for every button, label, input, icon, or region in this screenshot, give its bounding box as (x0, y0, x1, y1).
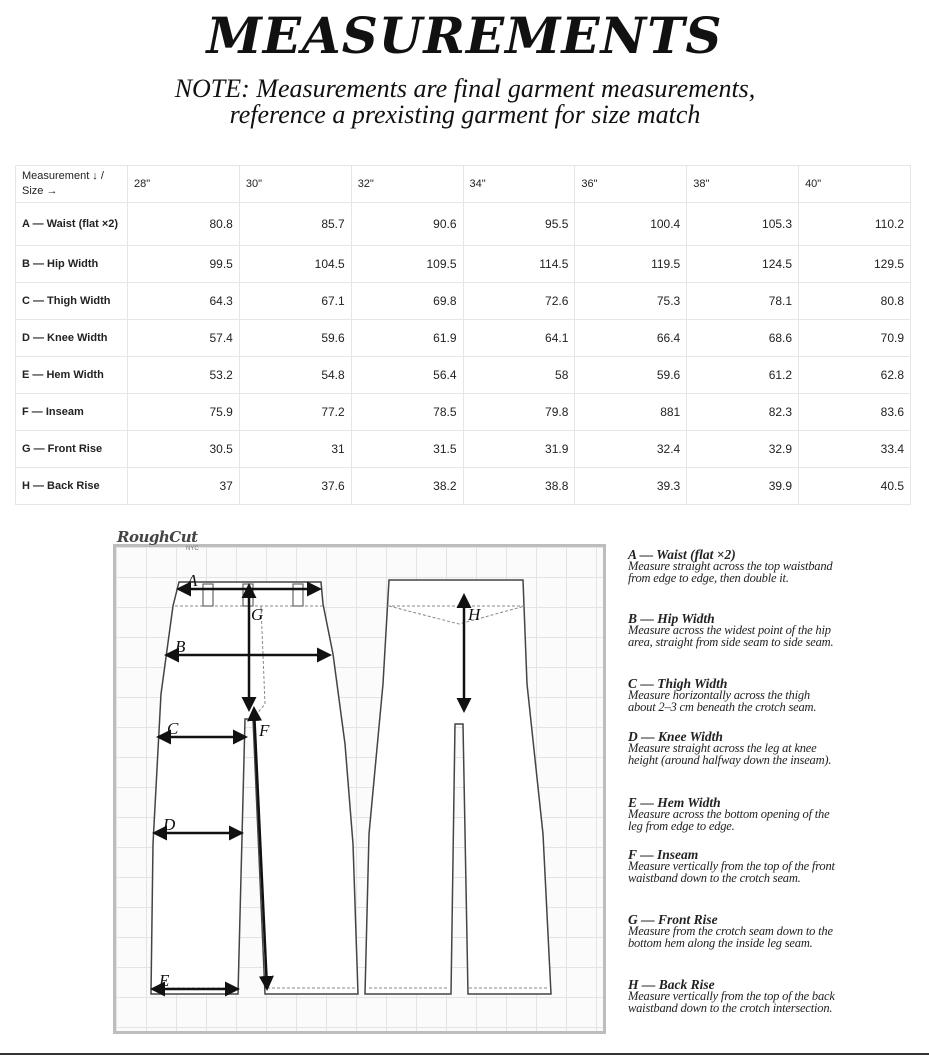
pants-diagram (113, 544, 606, 1034)
table-corner-label: Measurement ↓ / Size → (16, 166, 128, 203)
legend-item (628, 612, 838, 648)
legend-text: Measure straight across the top waistband from edge to edge, then double it. (628, 559, 833, 585)
legend-heading: G — Front Rise (628, 912, 718, 927)
table-cell: 119.5 (575, 246, 687, 283)
table-cell: 80.8 (128, 203, 240, 246)
row-label: A — Waist (flat ×2) (16, 203, 128, 246)
table-cell: 54.8 (239, 357, 351, 394)
table-cell: 69.8 (351, 283, 463, 320)
legend-heading: D — Knee Width (628, 729, 723, 744)
legend-heading: E — Hem Width (628, 795, 721, 810)
table-cell: 32.4 (575, 431, 687, 468)
size-header: 34" (463, 166, 575, 203)
table-cell: 105.3 (687, 203, 799, 246)
size-header: 40" (799, 166, 911, 203)
table-row (16, 357, 911, 394)
table-cell: 40.5 (799, 468, 911, 505)
legend-item (628, 848, 838, 884)
table-cell: 72.6 (463, 283, 575, 320)
size-header: 32" (351, 166, 463, 203)
label-b: B (175, 637, 186, 656)
legend-item (628, 730, 838, 766)
table-cell: 104.5 (239, 246, 351, 283)
legend-item (628, 796, 838, 832)
legend-text: Measure straight across the leg at knee height (around halfway down the inseam). (628, 741, 832, 767)
legend-text: Measure across the widest point of the hip area, straight from side seam to side seam. (628, 623, 834, 649)
table-cell: 37 (128, 468, 240, 505)
table-cell: 53.2 (128, 357, 240, 394)
measurement-table (15, 165, 911, 505)
table-cell: 110.2 (799, 203, 911, 246)
table-cell: 90.6 (351, 203, 463, 246)
table-cell: 80.8 (799, 283, 911, 320)
table-row (16, 468, 911, 505)
measurement-note: NOTE: Measurements are final garment measurements, reference a prexisting garment for size match (174, 74, 756, 129)
table-cell: 82.3 (687, 394, 799, 431)
table-cell: 30.5 (128, 431, 240, 468)
size-header: 30" (239, 166, 351, 203)
table-cell: 109.5 (351, 246, 463, 283)
table-cell: 83.6 (799, 394, 911, 431)
label-d: D (163, 815, 176, 834)
table-row (16, 394, 911, 431)
page-title: MEASUREMENTS (206, 6, 723, 65)
legend-item (628, 978, 838, 1014)
label-g: G (251, 605, 264, 624)
label-f: F (259, 721, 270, 740)
legend-item (628, 548, 838, 584)
legend-heading: B — Hip Width (628, 611, 715, 626)
legend-heading: A — Waist (flat ×2) (628, 547, 736, 562)
bottom-divider (0, 1053, 929, 1055)
row-label: H — Back Rise (16, 468, 128, 505)
table-cell: 85.7 (239, 203, 351, 246)
table-cell: 32.9 (687, 431, 799, 468)
table-cell: 64.3 (128, 283, 240, 320)
table-cell: 100.4 (575, 203, 687, 246)
legend-text: Measure across the bottom opening of the leg from edge to edge. (628, 807, 830, 833)
table-cell: 75.9 (128, 394, 240, 431)
table-cell: 59.6 (575, 357, 687, 394)
table-cell: 78.5 (351, 394, 463, 431)
row-label: C — Thigh Width (16, 283, 128, 320)
table-cell: 37.6 (239, 468, 351, 505)
row-label: B — Hip Width (16, 246, 128, 283)
label-a: A (187, 571, 198, 590)
size-header: 28" (128, 166, 240, 203)
back-pants-outline (365, 580, 551, 994)
table-cell: 77.2 (239, 394, 351, 431)
label-e: E (159, 971, 170, 990)
table-cell: 67.1 (239, 283, 351, 320)
table-cell: 39.9 (687, 468, 799, 505)
table-cell: 95.5 (463, 203, 575, 246)
table-cell: 70.9 (799, 320, 911, 357)
label-h: H (468, 605, 481, 624)
table-cell: 114.5 (463, 246, 575, 283)
table-cell: 78.1 (687, 283, 799, 320)
size-header: 36" (575, 166, 687, 203)
table-cell: 31 (239, 431, 351, 468)
table-cell: 59.6 (239, 320, 351, 357)
table-row (16, 203, 911, 246)
table-cell: 79.8 (463, 394, 575, 431)
table-cell: 75.3 (575, 283, 687, 320)
table-cell: 64.1 (463, 320, 575, 357)
table-cell: 99.5 (128, 246, 240, 283)
table-row (16, 283, 911, 320)
table-header-row (16, 166, 911, 203)
legend-text: Measure vertically from the top of the back waistband down to the crotch intersection. (628, 989, 835, 1015)
row-label: E — Hem Width (16, 357, 128, 394)
legend-text: Measure horizontally across the thigh about 2–3 cm beneath the crotch seam. (628, 688, 817, 714)
table-cell: 56.4 (351, 357, 463, 394)
table-cell: 62.8 (799, 357, 911, 394)
legend-item (628, 913, 838, 949)
label-c: C (167, 719, 179, 738)
table-cell: 61.9 (351, 320, 463, 357)
table-cell: 38.8 (463, 468, 575, 505)
table-cell: 881 (575, 394, 687, 431)
table-cell: 66.4 (575, 320, 687, 357)
row-label: D — Knee Width (16, 320, 128, 357)
row-label: G — Front Rise (16, 431, 128, 468)
table-cell: 31.5 (351, 431, 463, 468)
table-cell: 58 (463, 357, 575, 394)
table-cell: 57.4 (128, 320, 240, 357)
brand-logo: RoughCut (117, 528, 198, 546)
legend-item (628, 677, 838, 713)
size-header: 38" (687, 166, 799, 203)
table-cell: 39.3 (575, 468, 687, 505)
table-cell: 31.9 (463, 431, 575, 468)
legend-heading: C — Thigh Width (628, 676, 728, 691)
table-cell: 68.6 (687, 320, 799, 357)
table-row (16, 246, 911, 283)
row-label: F — Inseam (16, 394, 128, 431)
legend-text: Measure from the crotch seam down to the bottom hem along the inside leg seam. (628, 924, 833, 950)
table-cell: 61.2 (687, 357, 799, 394)
table-cell: 124.5 (687, 246, 799, 283)
legend-heading: F — Inseam (628, 847, 699, 862)
table-cell: 129.5 (799, 246, 911, 283)
table-row (16, 320, 911, 357)
table-row (16, 431, 911, 468)
table-cell: 33.4 (799, 431, 911, 468)
brand-logo-sub: NYC (186, 546, 199, 552)
legend-text: Measure vertically from the top of the front waistband down to the crotch seam. (628, 859, 835, 885)
table-cell: 38.2 (351, 468, 463, 505)
legend-heading: H — Back Rise (628, 977, 715, 992)
